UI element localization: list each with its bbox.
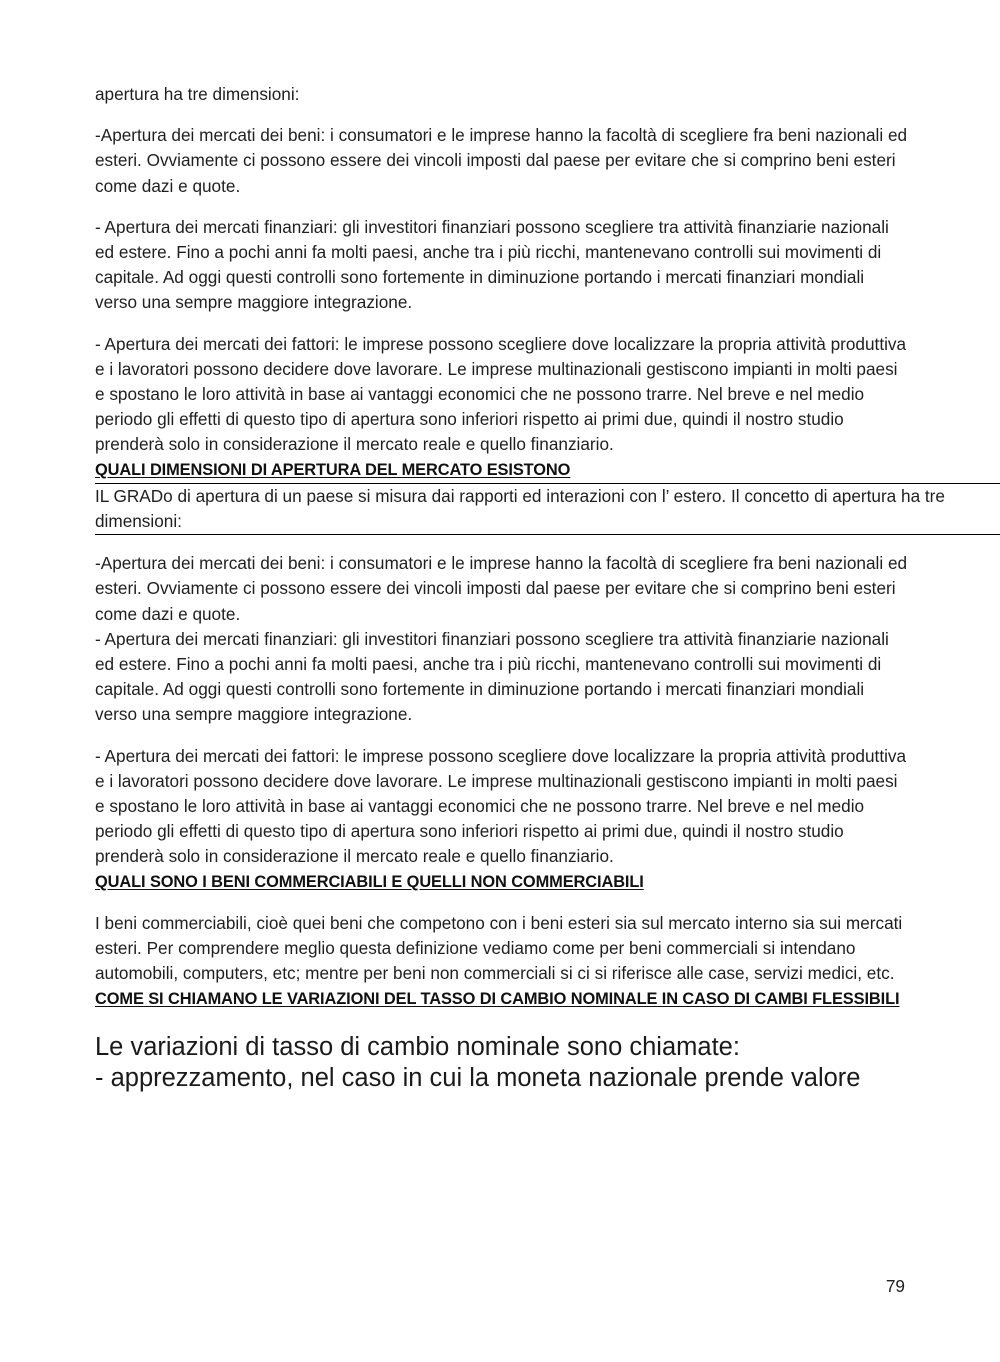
paragraph-goods-markets-2: -Apertura dei mercati dei beni: i consumatori e le imprese hanno la facoltà di scegliere fra beni nazionali ed esteri. Ovviamente ci possono essere dei vincoli imposti dal paese per evitare che si comprino beni esteri come dazi e quote. [95,553,908,624]
document-page [95,82,945,1095]
page-number: 79 [885,1276,905,1296]
heading-market-openness [95,458,1000,484]
paragraph-factor-markets: - Apertura dei mercati dei fattori: le imprese possono scegliere dove localizzare la propria attività produttiva e i lavoratori possono decidere dove lavorare. Le imprese multinazionali gestiscono impianti in molti paesi e spostano le loro attività in base ai vantaggi economici che ne possono trarre. Nel breve e nel medio periodo gli effetti di questo tipo di apertura sono inferiori rispetto ai primi due, quindi il nostro studio prenderà solo in considerazione il mercato reale e quello finanziario. [95,333,907,455]
paragraph-openness-degree: IL GRADo di apertura di un paese si misura dai rapporti ed interazioni con l’ estero. Il concetto di apertura ha tre dimensioni: [95,484,1000,535]
paragraph-factor-markets-2: - Apertura dei mercati dei fattori: le imprese possono scegliere dove localizzare la propria attività produttiva e i lavoratori possono decidere dove lavorare. Le imprese multinazionali gestiscono impianti in molti paesi e spostano le loro attività in base ai vantaggi economici che ne possono trarre. Nel breve e nel medio periodo gli effetti di questo tipo di apertura sono inferiori rispetto ai primi due, quindi il nostro studio prenderà solo in considerazione il mercato reale e quello finanziario. [95,745,907,867]
large-text-line-2: - apprezzamento, nel caso in cui la moneta nazionale prende valore [95,1064,861,1093]
large-text-block [95,1032,910,1095]
heading-market-openness-text: QUALI DIMENSIONI DI APERTURA DEL MERCATO ESISTONO [95,460,571,479]
large-text-line-1: Le variazioni di tasso di cambio nominale sono chiamate: [95,1032,740,1061]
heading-tradable-goods: QUALI SONO I BENI COMMERCIABILI E QUELLI NON COMMERCIABILI [95,872,644,891]
paragraph-financial-markets-2: - Apertura dei mercati finanziari: gli investitori finanziari possono scegliere tra attività finanziarie nazionali ed estere. Fino a pochi anni fa molti paesi, anche tra i più ricchi, mantenevano controlli sui movimenti di capitale. Ad oggi questi controlli sono fortemente in diminuzione portando i mercati finanziari mondiali verso una sempre maggiore integrazione. [95,628,889,725]
paragraph-tradable-goods: I beni commerciabili, cioè quei beni che competono con i beni esteri sia sul mercato interno sia sui mercati esteri. Per comprendere meglio questa definizione vediamo come per beni commerciali si intendano automobili, computers, etc; mentre per beni non commerciali si ci si riferisce alle case, servizi medici, etc. [95,912,903,984]
paragraph-goods-markets: -Apertura dei mercati dei beni: i consumatori e le imprese hanno la facoltà di scegliere fra beni nazionali ed esteri. Ovviamente ci possono essere dei vincoli imposti dal paese per evitare che si comprino beni esteri come dazi e quote. [95,125,908,196]
paragraph-financial-markets: - Apertura dei mercati finanziari: gli investitori finanziari possono scegliere tra attività finanziarie nazionali ed estere. Fino a pochi anni fa molti paesi, anche tra i più ricchi, mantenevano controlli sui movimenti di capitale. Ad oggi questi controlli sono fortemente in diminuzione portando i mercati finanziari mondiali verso una sempre maggiore integrazione. [95,216,889,313]
heading-exchange-rate-variations: COME SI CHIAMANO LE VARIAZIONI DEL TASSO DI CAMBIO NOMINALE IN CASO DI CAMBI FLESSIBILI [95,989,900,1008]
paragraph-intro-tail: apertura ha tre dimensioni: [95,84,300,104]
